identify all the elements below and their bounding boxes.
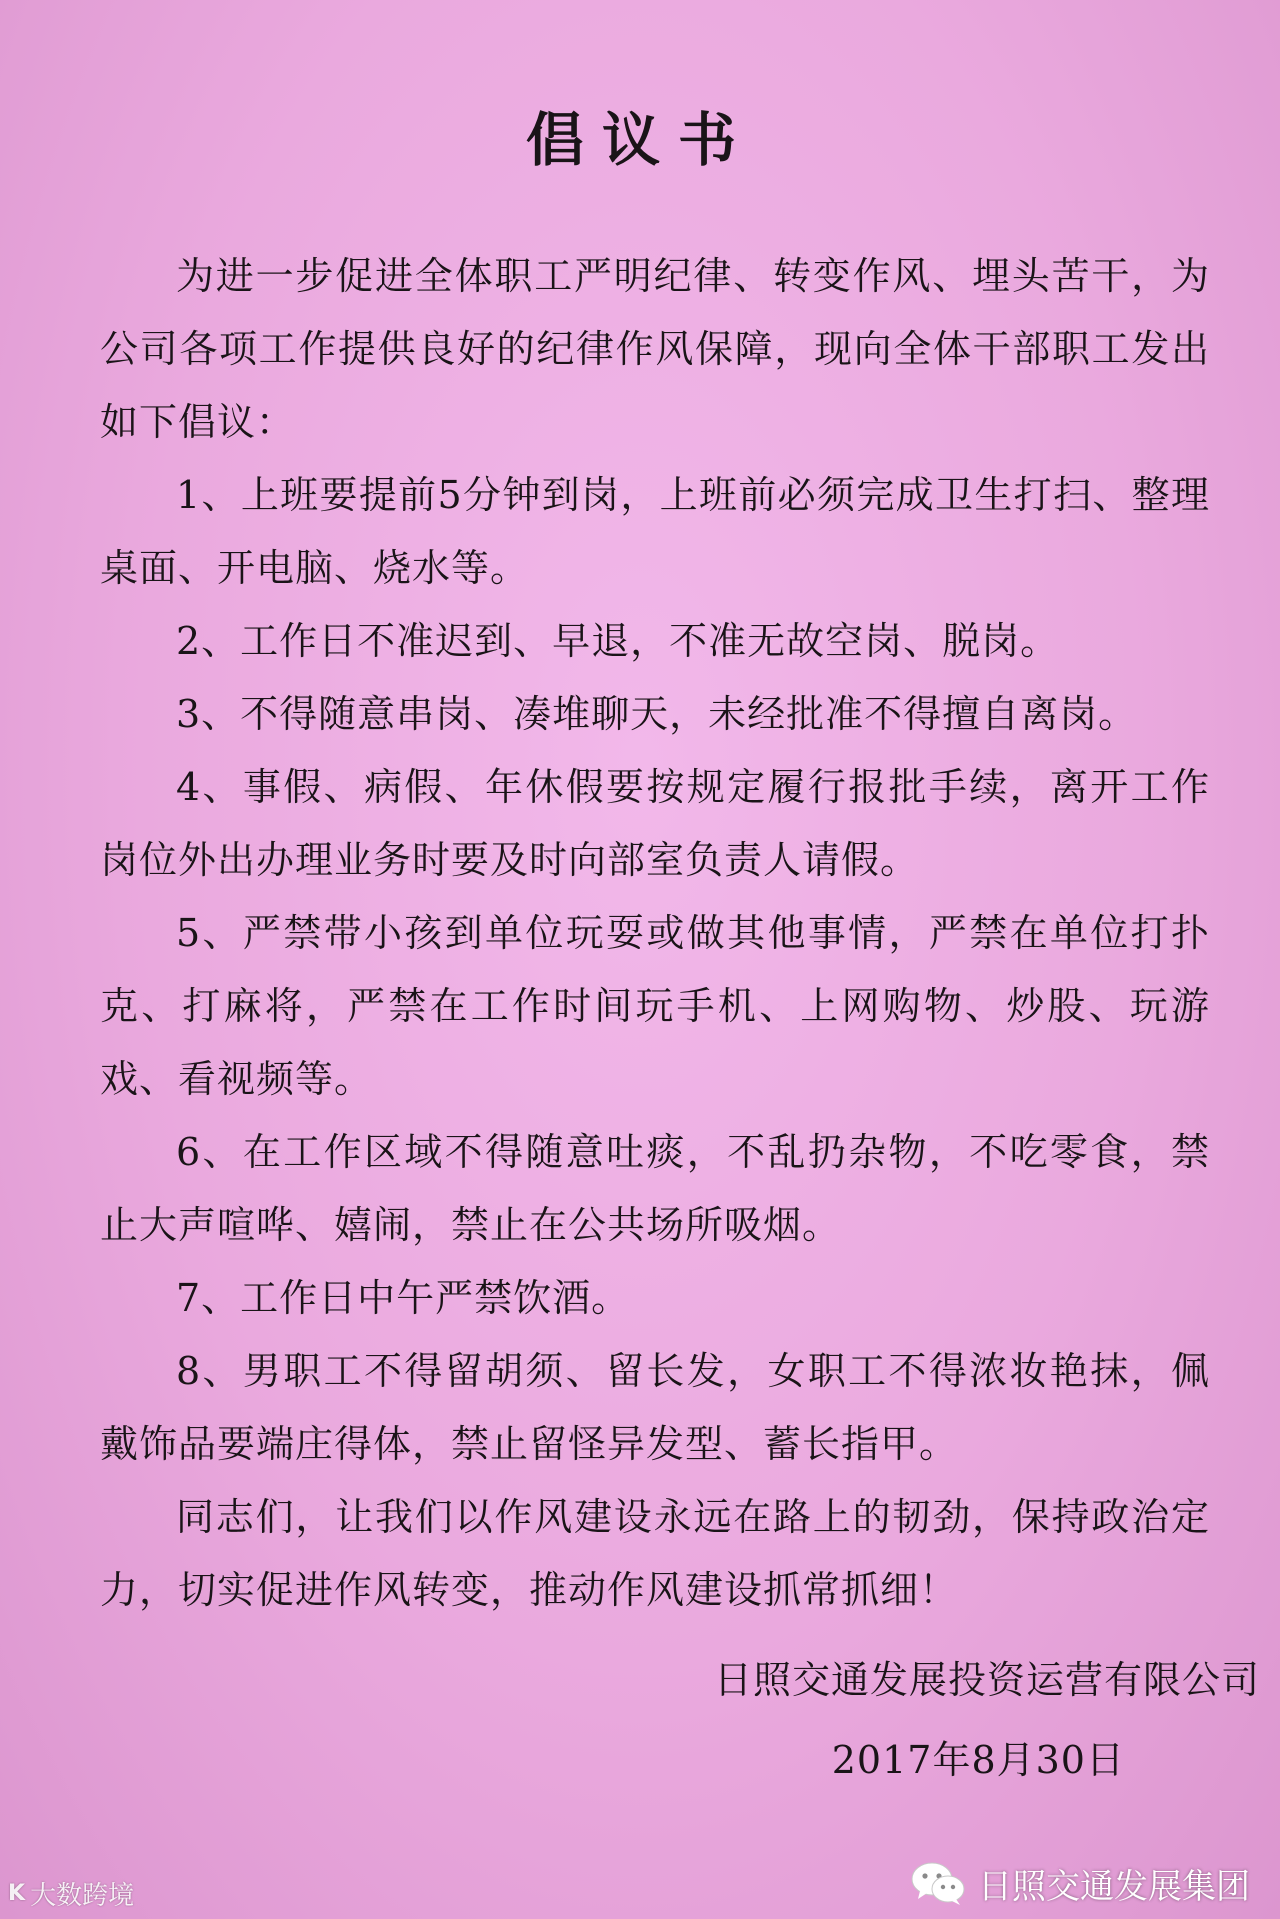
- signature-date: 2017年8月30日: [831, 1738, 1125, 1782]
- item-6: 6、在工作区域不得随意吐痰，不乱扔杂物，不吃零食，禁止大声喧哗、嬉闹，禁止在公共场所吸烟。: [100, 1130, 1210, 1247]
- signature-company: 日照交通发展投资运营有限公司: [713, 1658, 1260, 1702]
- item-1: 1、上班要提前5分钟到岗，上班前必须完成卫生打扫、整理桌面、开电脑、烧水等。: [100, 473, 1210, 590]
- watermark-text-right: 日照交通发展集团: [978, 1866, 1250, 1907]
- watermark-text-left: 大数跨境: [30, 1880, 135, 1911]
- item-7: 7、工作日中午严禁饮酒。: [176, 1276, 631, 1320]
- document-title: 倡议书: [525, 106, 754, 174]
- watermark-logo: K: [8, 1880, 25, 1906]
- item-3: 3、不得随意串岗、凑堆聊天，未经批准不得擅自离岗。: [176, 692, 1138, 736]
- wechat-watermark: [910, 1855, 1250, 1911]
- item-2: 2、工作日不准迟到、早退，不准无故空岗、脱岗。: [176, 619, 1060, 663]
- item-8: 8、男职工不得留胡须、留长发，女职工不得浓妆艳抹，佩戴饰品要端庄得体，禁止留怪异发型、蓄长指甲。: [100, 1349, 1210, 1466]
- item-5: 5、严禁带小孩到单位玩耍或做其他事情，严禁在单位打扑克、打麻将，严禁在工作时间玩手机、上网购物、炒股、玩游戏、看视频等。: [100, 911, 1210, 1101]
- document-body: [100, 240, 1210, 1627]
- source-watermark: [8, 1875, 134, 1911]
- intro-paragraph: 为进一步促进全体职工严明纪律、转变作风、埋头苦干，为公司各项工作提供良好的纪律作风保障，现向全体干部职工发出如下倡议：: [100, 254, 1210, 444]
- wechat-icon: [910, 1859, 966, 1907]
- item-4: 4、事假、病假、年休假要按规定履行报批手续，离开工作岗位外出办理业务时要及时向部室负责人请假。: [100, 765, 1210, 882]
- closing-paragraph: 同志们，让我们以作风建设永远在路上的韧劲，保持政治定力，切实促进作风转变，推动作风建设抓常抓细！: [100, 1495, 1210, 1612]
